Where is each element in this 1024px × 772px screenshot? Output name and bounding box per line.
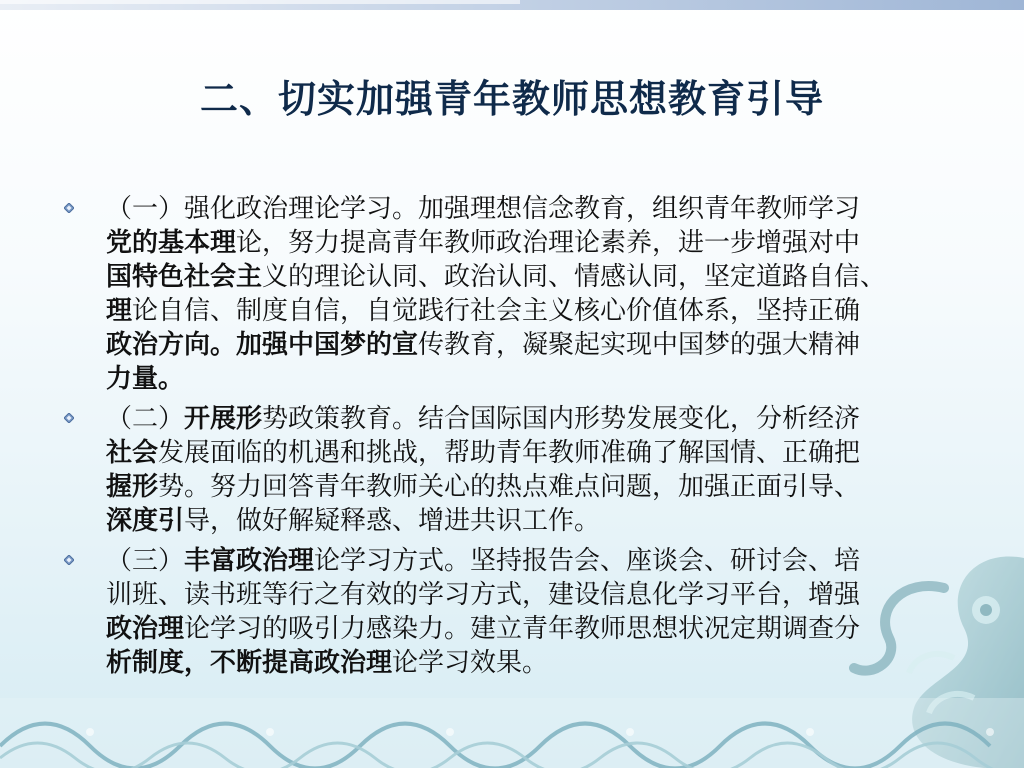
text-segment: 析制度，不断提高政治理 — [106, 648, 393, 678]
text-segment: 训班、读书班等行之有效的学习方式，建设信息化学习平台，增强 — [106, 580, 861, 610]
item-1-line-2 — [106, 226, 954, 260]
diamond-bullet-icon — [64, 203, 74, 213]
item-2-line-1 — [106, 402, 954, 436]
diamond-bullet-icon — [64, 555, 74, 565]
text-segment: 势政策教育。结合国际国内形势发展变化，分析经济 — [262, 404, 861, 434]
text-segment: （三） — [106, 546, 185, 576]
text-segment: 开展形 — [184, 404, 263, 434]
text-segment: 论自信、制度自信，自觉践行社会主义核心价值体系，坚持正确 — [132, 296, 861, 326]
top-band-shine — [0, 0, 520, 4]
sea-wave-pattern — [0, 698, 1024, 768]
item-1-line-1 — [106, 192, 954, 226]
text-segment: 论，努力提高青年教师政治理论素养，进一步增强对中 — [236, 228, 861, 258]
item-2-line-2 — [106, 436, 954, 470]
item-1-text — [106, 192, 954, 396]
text-segment: 握形 — [106, 472, 159, 502]
text-segment: 党的基本理 — [106, 228, 237, 258]
text-segment: 国特色社会主 — [106, 262, 263, 292]
item-1-line-5 — [106, 328, 954, 362]
text-segment: 深度引 — [106, 506, 185, 536]
diamond-bullet-icon — [64, 413, 74, 423]
text-segment: （一）强化政治理论学习。加强理想信念教育，组织青年教师学习 — [106, 194, 861, 224]
text-segment: 理 — [106, 296, 133, 326]
text-segment: 丰富政治理 — [184, 546, 315, 576]
text-segment: 论学习效果。 — [392, 648, 549, 678]
text-segment: 传教育，凝聚起实现中国梦的强大精神 — [418, 330, 861, 360]
item-1-line-3 — [106, 260, 954, 294]
text-segment: 导，做好解疑释惑、增进共识工作。 — [184, 506, 601, 536]
slide-title: 二、切实加强青年教师思想教育引导 — [199, 77, 824, 121]
text-segment: 发展面临的机遇和挑战，帮助青年教师准确了解国情、正确把 — [158, 438, 861, 468]
text-segment: 义的理论认同、政治认同、情感认同，坚定道路自信、 — [262, 262, 887, 292]
item-2-line-3 — [106, 470, 954, 504]
bullet-item-1 — [64, 192, 954, 396]
item-1-line-6 — [106, 362, 954, 396]
text-segment: 政治理 — [106, 614, 185, 644]
text-segment: （二） — [106, 404, 185, 434]
text-segment: 政治方向。加强中国梦的宣 — [106, 330, 419, 360]
text-segment: 论学习方式。坚持报告会、座谈会、研讨会、培 — [314, 546, 861, 576]
text-segment: 论学习的吸引力感染力。建立青年教师思想状况定期调查分 — [184, 614, 861, 644]
text-segment: 力量。 — [106, 364, 185, 394]
text-segment: 社会 — [106, 438, 159, 468]
text-segment: 势。努力回答青年教师关心的热点难点问题，加强正面引导、 — [158, 472, 861, 502]
item-1-line-4 — [106, 294, 954, 328]
